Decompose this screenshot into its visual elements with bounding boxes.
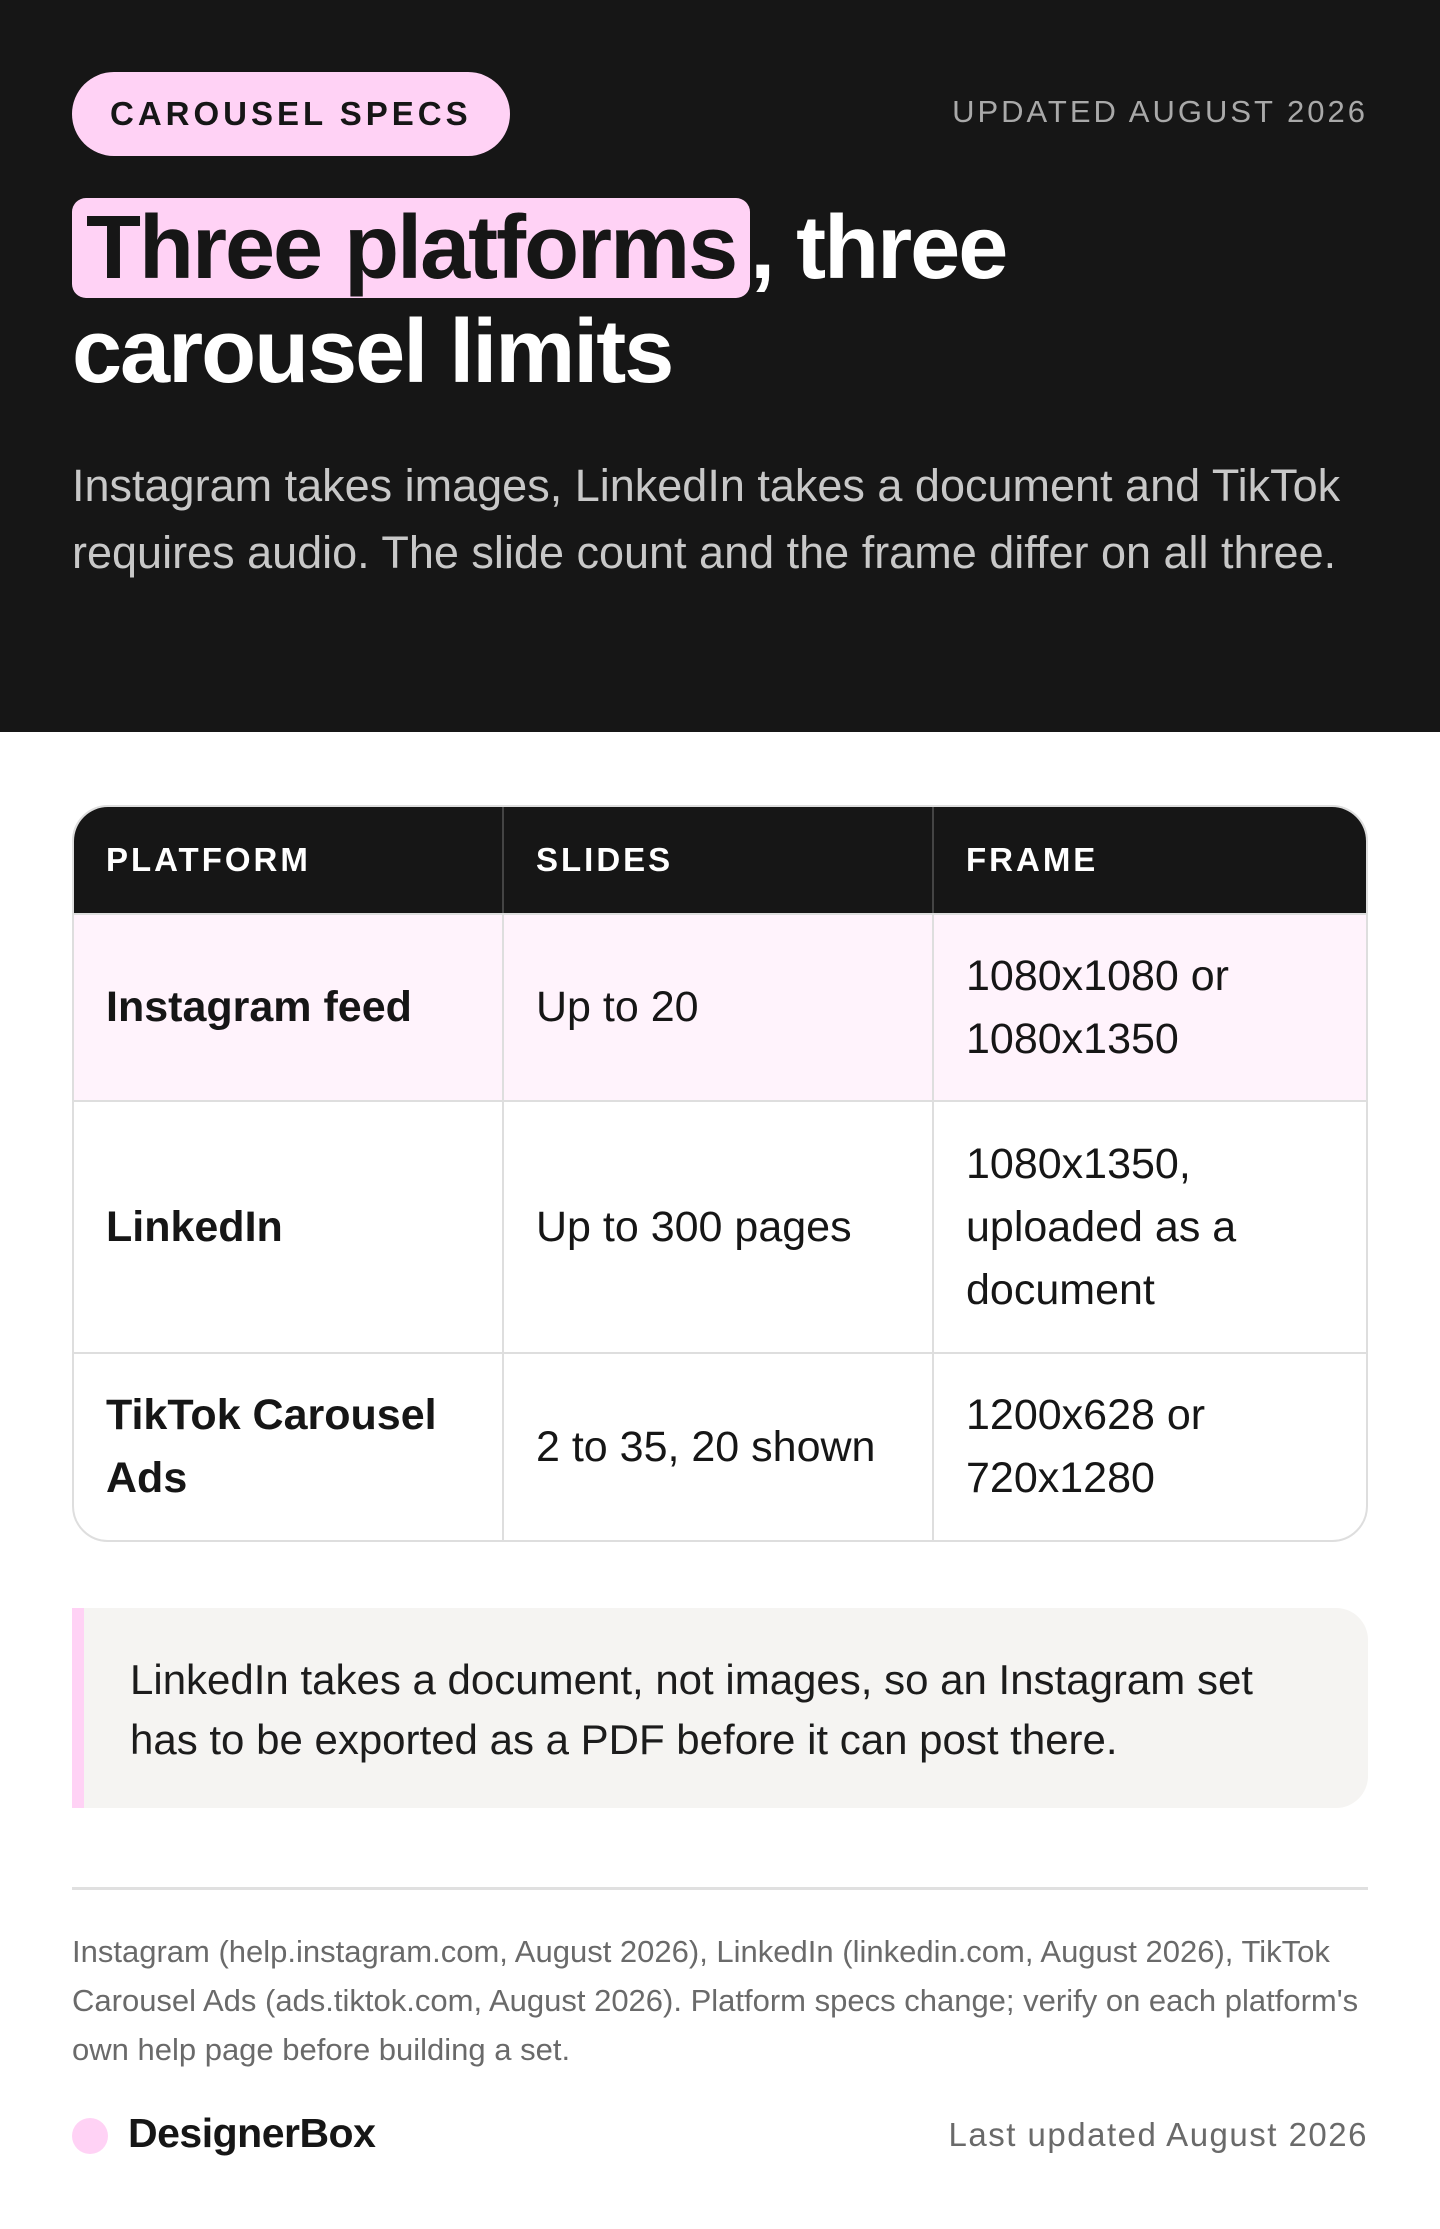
footer-last-updated: Last updated August 2026 (948, 2116, 1368, 2153)
category-badge: CAROUSEL SPECS (72, 72, 510, 156)
divider (72, 1887, 1368, 1890)
brand-dot-icon (72, 2118, 108, 2154)
header-platform: PLATFORM (74, 807, 504, 913)
updated-date: UPDATED AUGUST 2026 (952, 94, 1368, 129)
callout-note: LinkedIn takes a document, not images, so an Instagram set has to be exported as a PDF before it can post there. (72, 1608, 1368, 1808)
header-frame: FRAME (966, 841, 1099, 878)
table-header (74, 807, 1366, 913)
header-slides: SLIDES (504, 807, 934, 913)
table-row (74, 1352, 1366, 1540)
cell-platform: LinkedIn (74, 1102, 504, 1352)
cell-slides: Up to 300 pages (504, 1102, 934, 1352)
cell-slides: Up to 20 (504, 915, 934, 1100)
page-title (72, 196, 1252, 404)
title-rest: , three (750, 198, 1007, 298)
cell-platform: Instagram feed (74, 915, 504, 1100)
brand-name: DesignerBox (128, 2110, 376, 2156)
table-row (74, 1100, 1366, 1352)
title-highlight: Three platforms (72, 198, 750, 298)
specs-table (72, 805, 1368, 1542)
table-row (74, 913, 1366, 1100)
cell-frame: 1080x1350, uploaded as a document (966, 1139, 1237, 1314)
cell-frame: 1200x628 or 720x1280 (966, 1391, 1206, 1502)
sources-note: Instagram (help.instagram.com, August 2026), LinkedIn (linkedin.com, August 2026), TikTok Carousel Ads (ads.tiktok.com, August 2026). Platform specs change; verify on each platform's own help page before building a set. (72, 1934, 1359, 2067)
cell-slides: 2 to 35, 20 shown (504, 1354, 934, 1540)
hero-section (0, 0, 1440, 732)
intro-paragraph: Instagram takes images, LinkedIn takes a document and TikTok requires audio. The slide count and the frame differ on all three. (72, 460, 1341, 578)
title-line-2: carousel limits (72, 302, 673, 402)
cell-frame: 1080x1080 or 1080x1350 (966, 951, 1229, 1063)
cell-platform: TikTok Carousel Ads (74, 1354, 504, 1540)
